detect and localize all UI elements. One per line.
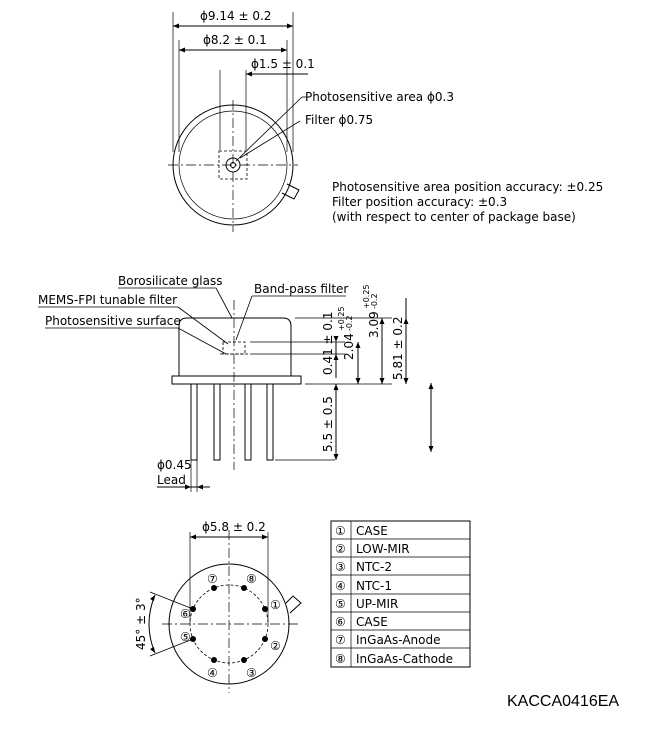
pin-label-8: ⑧: [246, 572, 257, 586]
pin-table: [331, 521, 470, 667]
pin-2: [262, 636, 268, 642]
dim-2-04-tol-up: +0.25: [337, 306, 346, 331]
package-tab: [282, 184, 299, 199]
pin-1: [262, 606, 268, 612]
pin-label-3: ③: [246, 666, 257, 680]
leader-line: [178, 307, 228, 344]
pin-label-2: ②: [270, 639, 281, 653]
leader-line: [240, 121, 300, 158]
bottom-view: [134, 520, 301, 693]
angle-arc: [149, 595, 155, 653]
pin-name: CASE: [356, 615, 388, 629]
base-flange: [172, 376, 301, 384]
pin-number: ⑤: [335, 597, 346, 611]
pin-name: InGaAs-Anode: [356, 633, 441, 647]
note-line-1: Photosensitive area position accuracy: ±0.25: [332, 180, 604, 194]
pin-name: CASE: [356, 524, 388, 538]
dim-lead-dia: ϕ0.45: [157, 458, 192, 472]
pin-name: LOW-MIR: [356, 542, 410, 556]
pin-number: ④: [335, 579, 346, 593]
label-mems-fpi-filter: MEMS-FPI tunable filter: [38, 293, 178, 307]
pin-name: NTC-2: [356, 560, 392, 574]
label-photosensitive-surface: Photosensitive surface: [45, 314, 181, 328]
callout-photosensitive-area: Photosensitive area ϕ0.3: [305, 90, 454, 104]
pin-label-4: ④: [207, 666, 218, 680]
pin-number: ⑧: [335, 652, 346, 666]
cap-body: [179, 318, 291, 376]
pin-label-6: ⑥: [180, 607, 191, 621]
pin-number: ⑦: [335, 633, 346, 647]
pin-number: ⑥: [335, 615, 346, 629]
pin-number: ②: [335, 542, 346, 556]
side-view: [38, 274, 434, 492]
dim-arrow: [246, 72, 252, 77]
note-line-2: Filter position accuracy: ±0.3: [332, 195, 508, 209]
dim-2-04-tol-dn: -0.2: [345, 315, 354, 331]
leader-line: [216, 288, 232, 318]
pin-4: [211, 657, 217, 663]
dim-angle: 45° ± 3°: [134, 597, 148, 650]
leader-line: [178, 328, 226, 354]
lead: [245, 384, 251, 460]
dim-phi-1-5: ϕ1.5 ± 0.1: [251, 57, 315, 71]
top-view: [168, 9, 603, 232]
base-tab: [286, 596, 301, 613]
callout-filter: Filter ϕ0.75: [305, 113, 374, 127]
pin-name: InGaAs-Cathode: [356, 652, 453, 666]
lead: [267, 384, 273, 460]
dim-phi-8-2: ϕ8.2 ± 0.1: [203, 33, 267, 47]
dim-3-09-tol-dn: -0.2: [370, 293, 379, 309]
drawing-code: KACCA0416EA: [507, 693, 620, 710]
pin-name: UP-MIR: [356, 597, 399, 611]
pin-label-1: ①: [270, 598, 281, 612]
label-borosilicate-glass: Borosilicate glass: [118, 274, 223, 288]
lead: [191, 384, 197, 460]
pin-number: ③: [335, 560, 346, 574]
dim-5-5: 5.5 ± 0.5: [321, 396, 335, 452]
dim-3-09-tol-up: +0.25: [362, 284, 371, 309]
pin-label-7: ⑦: [207, 572, 218, 586]
label-lead: Lead: [157, 473, 186, 487]
dim-2-04: 2.04: [342, 333, 356, 360]
dim-pcd: ϕ5.8 ± 0.2: [202, 520, 266, 534]
pin-label-5: ⑤: [180, 630, 191, 644]
pin-name: NTC-1: [356, 579, 392, 593]
label-band-pass-filter: Band-pass filter: [254, 282, 349, 296]
note-line-3: (with respect to center of package base): [332, 210, 576, 224]
pin-number: ①: [335, 524, 346, 538]
lead: [214, 384, 220, 460]
pin-3: [241, 657, 247, 663]
dim-3-09: 3.09: [367, 311, 381, 338]
dim-phi-9-14: ϕ9.14 ± 0.2: [200, 9, 272, 23]
dim-0-41: 0.41 ± 0.1: [321, 311, 335, 375]
angle-arrows: [150, 595, 155, 653]
dim-5-81: 5.81 ± 0.2: [391, 316, 405, 380]
